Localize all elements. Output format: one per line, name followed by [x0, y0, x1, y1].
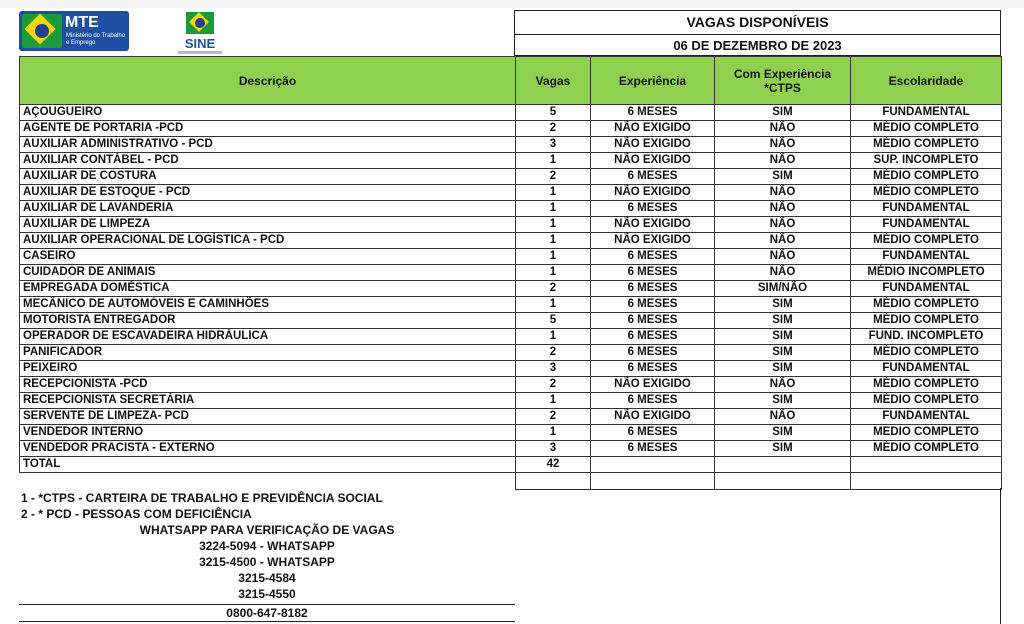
phone-whatsapp-1: 3224-5094 - WHATSAPP: [199, 539, 335, 553]
cell-experiencia: NÃO EXIGIDO: [591, 153, 715, 169]
total-value: 42: [516, 457, 591, 473]
cell-descricao: AGENTE DE PORTARIA -PCD: [20, 121, 516, 137]
cell-experiencia: NÃO EXIGIDO: [591, 377, 715, 393]
cell-com-experiencia: NÃO: [715, 377, 851, 393]
cell-descricao: AUXILIAR CONTÁBEL - PCD: [20, 153, 516, 169]
mte-logo-subtitle: Ministério do Trabalho e Emprego: [66, 33, 126, 46]
empty-cell: [516, 473, 591, 490]
cell-escolaridade: FUNDAMENTAL: [851, 361, 1002, 377]
cell-com-experiencia: NÃO: [715, 153, 851, 169]
cell-vagas: 1: [516, 329, 591, 345]
cell-com-experiencia: SIM: [715, 169, 851, 185]
table-row: [20, 361, 1002, 377]
cell-vagas: 2: [516, 345, 591, 361]
cell-escolaridade: FUNDAMENTAL: [851, 409, 1002, 425]
col-header-descricao: Descrição: [20, 57, 516, 105]
cell-escolaridade: MÉDIO COMPLETO: [851, 121, 1002, 137]
table-row: [20, 169, 1002, 185]
cell-com-experiencia: NÃO: [715, 249, 851, 265]
cell-descricao: MECÂNICO DE AUTOMÓVEIS E CAMINHÕES: [20, 297, 516, 313]
cell-escolaridade: MÉDIO COMPLETO: [851, 377, 1002, 393]
empty-cell: [851, 473, 1002, 490]
cell-com-experiencia: NÃO: [715, 409, 851, 425]
phone-whatsapp-2: 3215-4500 - WHATSAPP: [199, 555, 335, 569]
cell-escolaridade: FUNDAMENTAL: [851, 105, 1002, 121]
table-row: [20, 201, 1002, 217]
cell-experiencia: NÃO EXIGIDO: [591, 217, 715, 233]
cell-escolaridade: MÉDIO COMPLETO: [851, 313, 1002, 329]
footer-notes: [19, 490, 515, 622]
cell-descricao: AUXILIAR OPERACIONAL DE LOGÍSTICA - PCD: [20, 233, 516, 249]
cell-descricao: PEIXEIRO: [20, 361, 516, 377]
col-header-com-experiencia: Com Experiência *CTPS: [715, 57, 851, 105]
cell-com-experiencia: SIM: [715, 441, 851, 457]
total-empty: [591, 457, 715, 473]
cell-vagas: 3: [516, 441, 591, 457]
cell-com-experiencia: NÃO: [715, 137, 851, 153]
phone-3: 3215-4584: [238, 571, 296, 585]
table-row: [20, 137, 1002, 153]
cell-vagas: 5: [516, 105, 591, 121]
note-pcd: 2 - * PCD - PESSOAS COM DEFICIÊNCIA: [21, 507, 252, 521]
empty-row: [20, 473, 1002, 490]
cell-escolaridade: MÉDIO COMPLETO: [851, 169, 1002, 185]
cell-experiencia: 6 MESES: [591, 393, 715, 409]
cell-descricao: AUXILIAR DE COSTURA: [20, 169, 516, 185]
table-row: [20, 265, 1002, 281]
table-row: [20, 329, 1002, 345]
cell-com-experiencia: SIM: [715, 361, 851, 377]
total-row: [20, 457, 1002, 473]
brazil-flag-icon: [22, 14, 62, 48]
cell-experiencia: 6 MESES: [591, 281, 715, 297]
cell-experiencia: 6 MESES: [591, 201, 715, 217]
page-title: VAGAS DISPONÍVEIS: [515, 11, 1000, 35]
cell-experiencia: 6 MESES: [591, 329, 715, 345]
cell-com-experiencia: SIM: [715, 329, 851, 345]
cell-descricao: PANIFICADOR: [20, 345, 516, 361]
cell-descricao: VENDEDOR PRACISTA - EXTERNO: [20, 441, 516, 457]
cell-vagas: 2: [516, 121, 591, 137]
whatsapp-title: WHATSAPP PARA VERIFICAÇÃO DE VAGAS: [139, 523, 395, 537]
cell-vagas: 1: [516, 201, 591, 217]
empty-cell: [20, 473, 516, 490]
cell-vagas: 3: [516, 137, 591, 153]
phone-4: 3215-4550: [238, 587, 296, 601]
total-empty: [715, 457, 851, 473]
top-band: [0, 0, 1024, 8]
table-row: [20, 425, 1002, 441]
cell-descricao: VENDEDOR INTERNO: [20, 425, 516, 441]
cell-descricao: AUXILIAR DE LIMPEZA: [20, 217, 516, 233]
cell-com-experiencia: SIM: [715, 105, 851, 121]
cell-escolaridade: MÉDIO COMPLETO: [851, 297, 1002, 313]
total-label: TOTAL: [20, 457, 516, 473]
cell-experiencia: 6 MESES: [591, 265, 715, 281]
page-date: 06 DE DEZEMBRO DE 2023: [673, 38, 842, 53]
cell-descricao: CUIDADOR DE ANIMAIS: [20, 265, 516, 281]
table-row: [20, 313, 1002, 329]
cell-escolaridade: SUP. INCOMPLETO: [851, 153, 1002, 169]
title-box: [514, 10, 1001, 56]
cell-com-experiencia: NÃO: [715, 217, 851, 233]
table-row: [20, 233, 1002, 249]
cell-descricao: EMPREGADA DOMÉSTICA: [20, 281, 516, 297]
cell-experiencia: NÃO EXIGIDO: [591, 233, 715, 249]
cell-vagas: 1: [516, 217, 591, 233]
cell-experiencia: 6 MESES: [591, 249, 715, 265]
table-row: [20, 121, 1002, 137]
cell-vagas: 1: [516, 153, 591, 169]
note-ctps: 1 - *CTPS - CARTEIRA DE TRABALHO E PREVIDÊNCIA SOCIAL: [21, 491, 383, 505]
cell-descricao: OPERADOR DE ESCAVADEIRA HIDRÁULICA: [20, 329, 516, 345]
cell-descricao: AUXILIAR DE ESTOQUE - PCD: [20, 185, 516, 201]
cell-experiencia: 6 MESES: [591, 297, 715, 313]
cell-vagas: 2: [516, 409, 591, 425]
cell-com-experiencia: SIM: [715, 297, 851, 313]
cell-experiencia: 6 MESES: [591, 105, 715, 121]
total-empty: [851, 457, 1002, 473]
cell-experiencia: 6 MESES: [591, 169, 715, 185]
cell-escolaridade: MÉDIO INCOMPLETO: [851, 265, 1002, 281]
cell-escolaridade: MÉDIO COMPLETO: [851, 393, 1002, 409]
col-header-escolaridade: Escolaridade: [851, 57, 1002, 105]
cell-escolaridade: MÉDIO COMPLETO: [851, 185, 1002, 201]
cell-experiencia: 6 MESES: [591, 361, 715, 377]
cell-escolaridade: FUNDAMENTAL: [851, 249, 1002, 265]
cell-com-experiencia: NÃO: [715, 185, 851, 201]
cell-vagas: 1: [516, 393, 591, 409]
col-header-experiencia: Experiência: [591, 57, 715, 105]
cell-vagas: 1: [516, 265, 591, 281]
cell-descricao: AUXILIAR DE LAVANDERIA: [20, 201, 516, 217]
cell-experiencia: NÃO EXIGIDO: [591, 185, 715, 201]
cell-vagas: 5: [516, 313, 591, 329]
cell-experiencia: NÃO EXIGIDO: [591, 409, 715, 425]
table-row: [20, 441, 1002, 457]
cell-experiencia: NÃO EXIGIDO: [591, 121, 715, 137]
cell-vagas: 1: [516, 185, 591, 201]
sine-logo-underline: [178, 51, 222, 54]
table-body: [20, 105, 1002, 490]
cell-vagas: 3: [516, 361, 591, 377]
sine-logo: [178, 12, 222, 56]
cell-experiencia: 6 MESES: [591, 345, 715, 361]
cell-com-experiencia: NÃO: [715, 121, 851, 137]
table-row: [20, 281, 1002, 297]
cell-vagas: 2: [516, 377, 591, 393]
brazil-flag-icon: [186, 12, 214, 34]
cell-com-experiencia: SIM: [715, 425, 851, 441]
cell-vagas: 1: [516, 297, 591, 313]
cell-experiencia: 6 MESES: [591, 313, 715, 329]
empty-cell: [591, 473, 715, 490]
cell-vagas: 2: [516, 169, 591, 185]
cell-vagas: 1: [516, 249, 591, 265]
table-header-row: [20, 57, 1002, 105]
table-row: [20, 217, 1002, 233]
cell-escolaridade: MÉDIO COMPLETO: [851, 233, 1002, 249]
cell-descricao: AÇOUGUEIRO: [20, 105, 516, 121]
cell-vagas: 2: [516, 281, 591, 297]
cell-com-experiencia: SIM/NÃO: [715, 281, 851, 297]
cell-descricao: RECEPCIONISTA -PCD: [20, 377, 516, 393]
table-row: [20, 297, 1002, 313]
cell-com-experiencia: SIM: [715, 313, 851, 329]
cell-experiencia: 6 MESES: [591, 441, 715, 457]
table-row: [20, 409, 1002, 425]
cell-escolaridade: FUNDAMENTAL: [851, 281, 1002, 297]
table-row: [20, 249, 1002, 265]
cell-com-experiencia: NÃO: [715, 201, 851, 217]
table-row: [20, 393, 1002, 409]
cell-escolaridade: FUNDAMENTAL: [851, 201, 1002, 217]
cell-descricao: CASEIRO: [20, 249, 516, 265]
right-border-line: [1000, 488, 1001, 624]
cell-vagas: 1: [516, 233, 591, 249]
sine-logo-text: SINE: [184, 36, 216, 51]
cell-com-experiencia: NÃO: [715, 265, 851, 281]
table-row: [20, 105, 1002, 121]
cell-descricao: SERVENTE DE LIMPEZA- PCD: [20, 409, 516, 425]
cell-descricao: AUXILIAR ADMINISTRATIVO - PCD: [20, 137, 516, 153]
vacancies-table: [19, 56, 1002, 490]
mte-logo: [19, 11, 129, 51]
cell-escolaridade: FUNDAMENTAL: [851, 217, 1002, 233]
table-row: [20, 345, 1002, 361]
empty-cell: [715, 473, 851, 490]
cell-escolaridade: MÉDIO COMPLETO: [851, 137, 1002, 153]
cell-escolaridade: MEDIO COMPLETO: [851, 425, 1002, 441]
table-row: [20, 377, 1002, 393]
cell-com-experiencia: NÃO: [715, 233, 851, 249]
cell-experiencia: NÃO EXIGIDO: [591, 137, 715, 153]
cell-escolaridade: MÉDIO COMPLETO: [851, 345, 1002, 361]
cell-com-experiencia: SIM: [715, 345, 851, 361]
phone-tollfree: 0800-647-8182: [19, 605, 515, 622]
cell-escolaridade: MÉDIO COMPLETO: [851, 441, 1002, 457]
col-header-vagas: Vagas: [516, 57, 591, 105]
table-row: [20, 153, 1002, 169]
table-row: [20, 185, 1002, 201]
cell-vagas: 1: [516, 425, 591, 441]
cell-descricao: MOTORISTA ENTREGADOR: [20, 313, 516, 329]
cell-com-experiencia: SIM: [715, 393, 851, 409]
mte-logo-text: MTE: [65, 14, 99, 31]
cell-descricao: RECEPCIONISTA SECRETÁRIA: [20, 393, 516, 409]
cell-escolaridade: FUND. INCOMPLETO: [851, 329, 1002, 345]
cell-experiencia: 6 MESES: [591, 425, 715, 441]
